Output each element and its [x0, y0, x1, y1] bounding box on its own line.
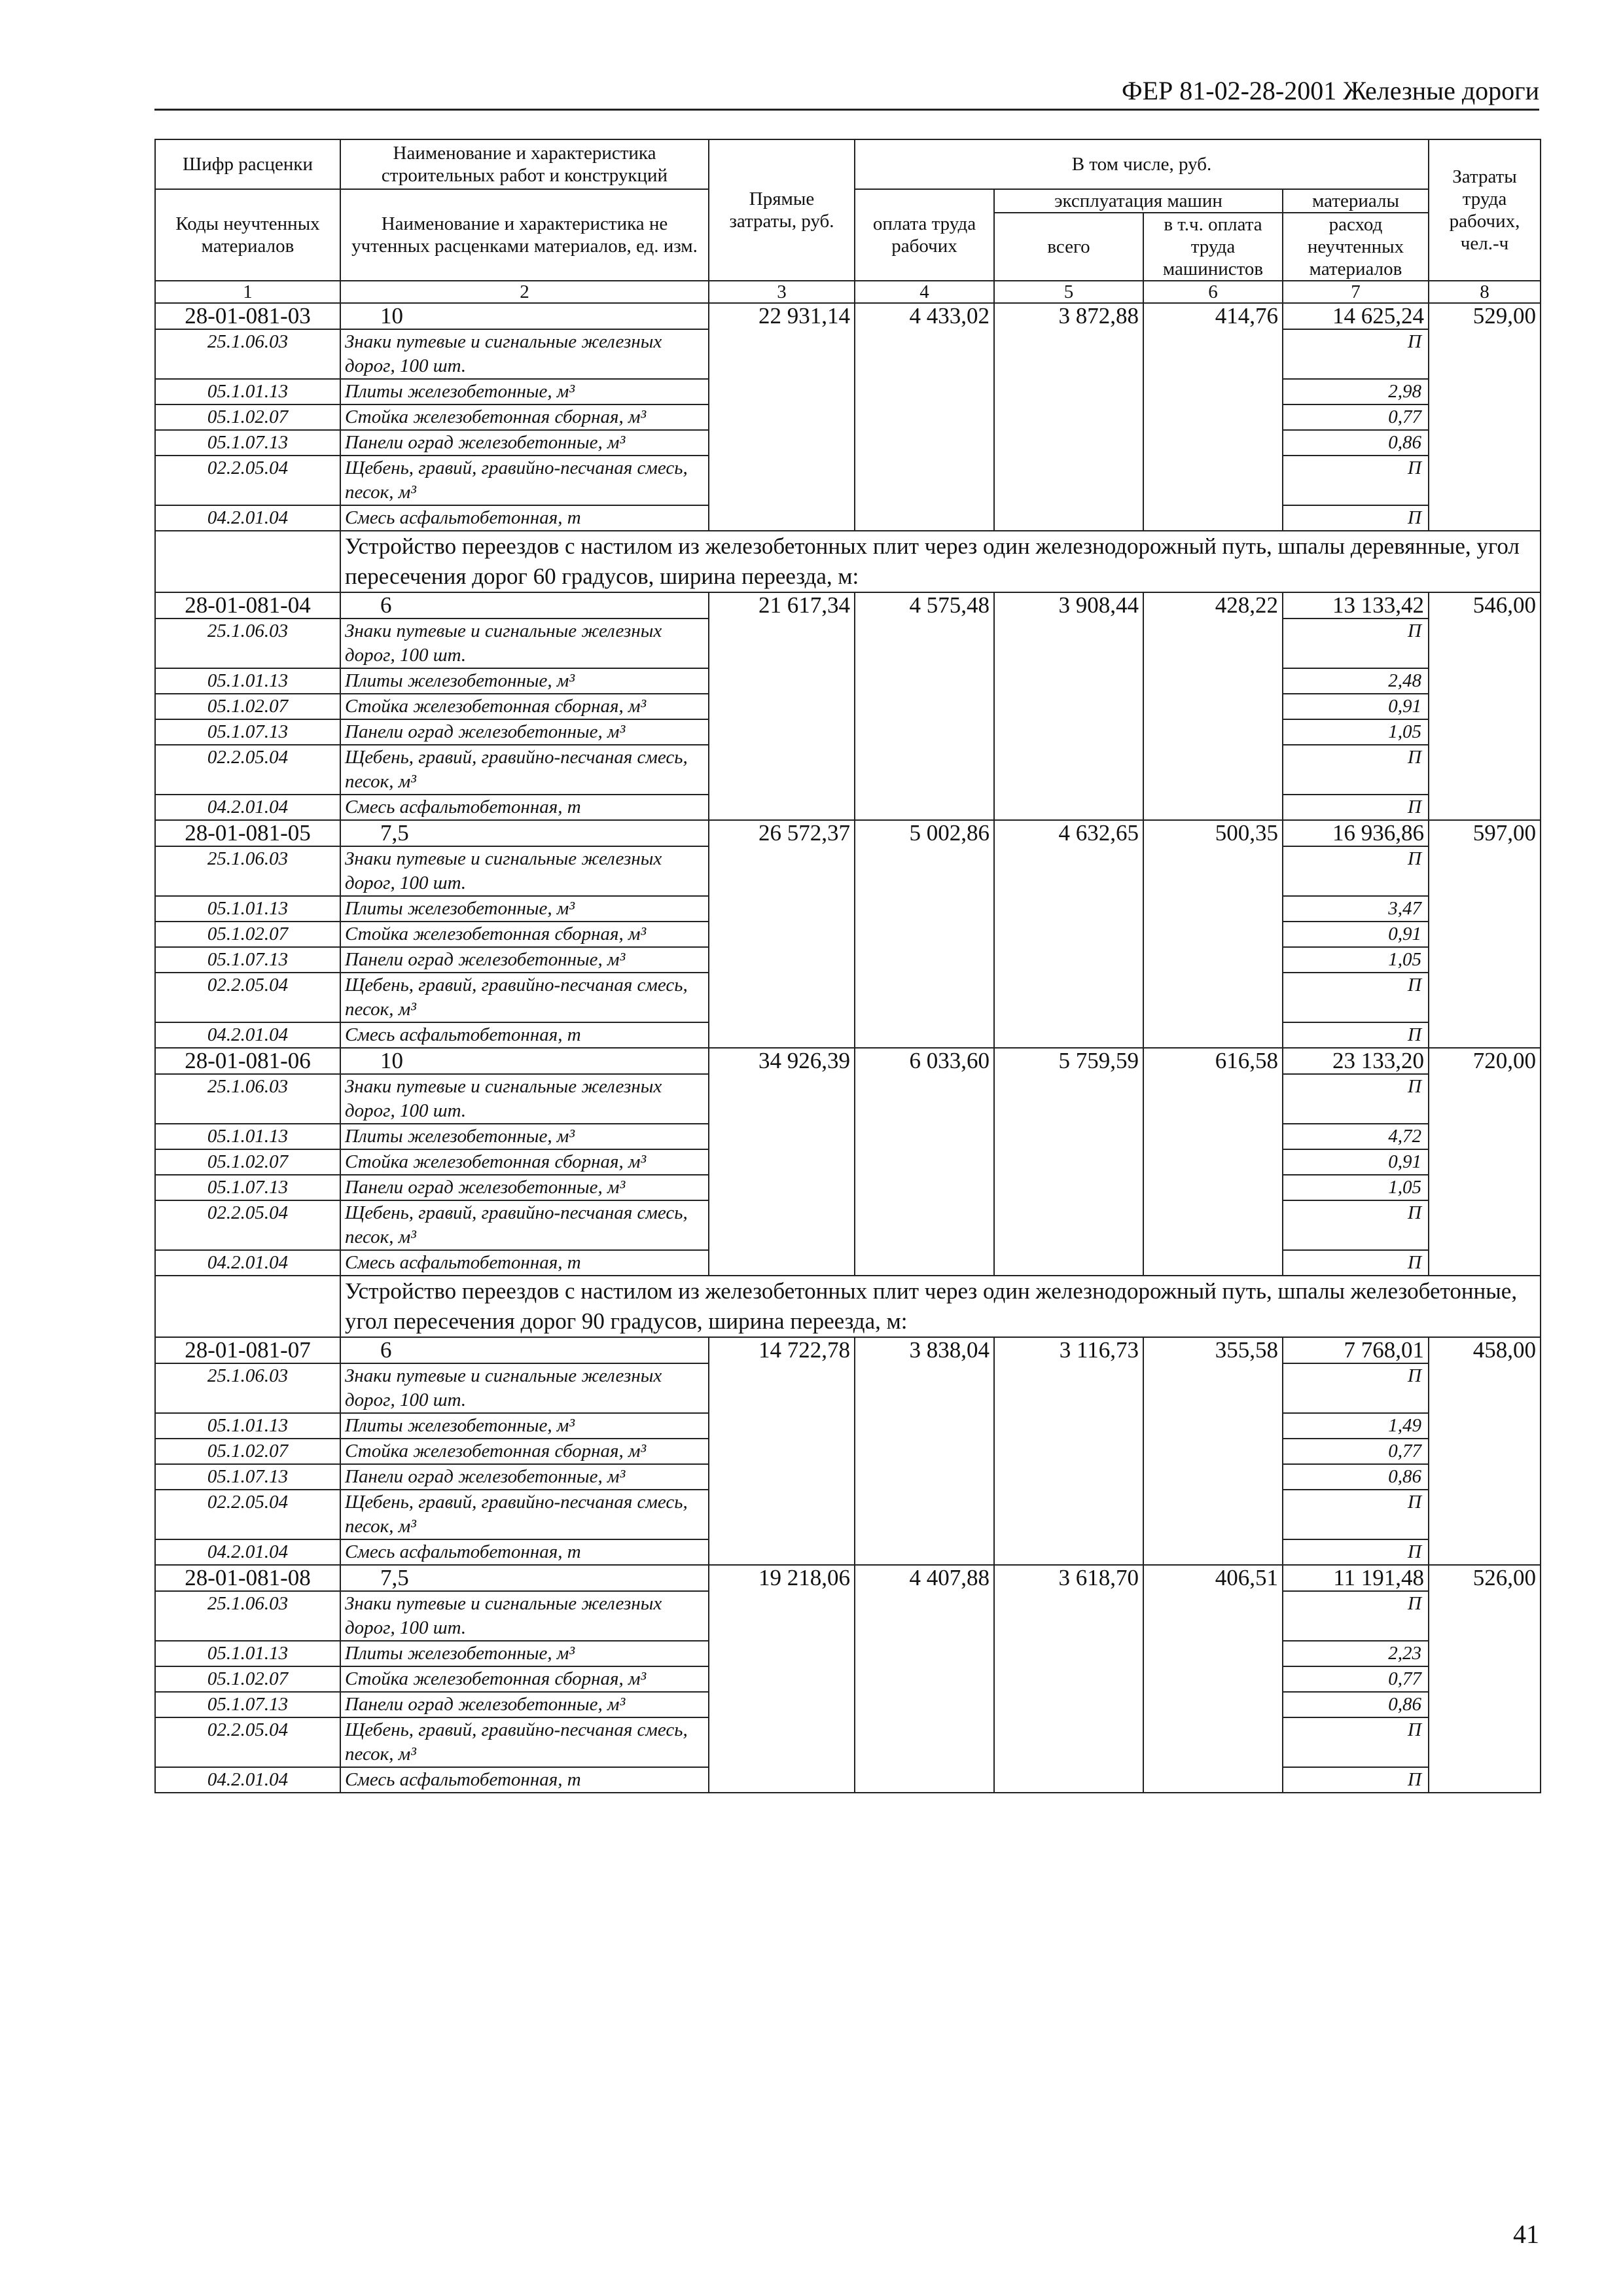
- rate-code: 28-01-081-07: [155, 1337, 340, 1363]
- material-consumption: 1,05: [1283, 947, 1429, 973]
- header-direct: Прямые затраты, руб.: [709, 139, 855, 281]
- material-consumption: 0,77: [1283, 1666, 1429, 1692]
- material-consumption: 0,77: [1283, 404, 1429, 430]
- material-name: Панели оград железобетонные, м³: [340, 947, 709, 973]
- material-name: Стойка железобетонная сборная, м³: [340, 1666, 709, 1692]
- material-code: 04.2.01.04: [155, 795, 340, 820]
- materials-cost: 16 936,86: [1283, 820, 1429, 846]
- material-consumption: 0,86: [1283, 430, 1429, 456]
- rate-unit: 10: [340, 1048, 709, 1074]
- rate-code: 28-01-081-06: [155, 1048, 340, 1074]
- wages-cost: 4 575,48: [855, 592, 994, 820]
- material-consumption: 4,72: [1283, 1124, 1429, 1149]
- materials-cost: 23 133,20: [1283, 1048, 1429, 1074]
- material-consumption: П: [1283, 505, 1429, 531]
- direct-cost: 22 931,14: [709, 303, 855, 531]
- rate-unit: 6: [340, 1337, 709, 1363]
- material-name: Стойка железобетонная сборная, м³: [340, 404, 709, 430]
- material-name: Стойка железобетонная сборная, м³: [340, 1149, 709, 1175]
- page-number: 41: [1513, 2219, 1539, 2249]
- material-name: Знаки путевые и сигнальные железных дорог, 100 шт.: [340, 846, 709, 896]
- rates-table: [154, 139, 1541, 1793]
- material-consumption: 0,91: [1283, 922, 1429, 947]
- material-consumption: П: [1283, 973, 1429, 1022]
- direct-cost: 34 926,39: [709, 1048, 855, 1276]
- material-name: Плиты железобетонные, м³: [340, 1124, 709, 1149]
- machines-total-cost: 3 872,88: [994, 303, 1143, 531]
- direct-cost: 21 617,34: [709, 592, 855, 820]
- material-code: 05.1.02.07: [155, 1439, 340, 1464]
- material-code: 05.1.01.13: [155, 1413, 340, 1439]
- material-consumption: 0,86: [1283, 1692, 1429, 1717]
- material-consumption: П: [1283, 1363, 1429, 1413]
- material-name: Смесь асфальтобетонная, т: [340, 1767, 709, 1793]
- material-name: Стойка железобетонная сборная, м³: [340, 694, 709, 719]
- material-code: 02.2.05.04: [155, 973, 340, 1022]
- material-name: Смесь асфальтобетонная, т: [340, 795, 709, 820]
- header-incl: В том числе, руб.: [855, 139, 1429, 189]
- column-number: 5: [994, 281, 1143, 303]
- document-title: ФЕР 81-02-28-2001 Железные дороги: [1121, 76, 1539, 105]
- material-name: Панели оград железобетонные, м³: [340, 430, 709, 456]
- header-code: Шифр расценки: [155, 139, 340, 189]
- section-spacer: [155, 1276, 340, 1337]
- material-consumption: 2,23: [1283, 1641, 1429, 1666]
- rate-unit: 7,5: [340, 820, 709, 846]
- section-title-row: [155, 531, 1541, 592]
- column-numbers-row: [155, 281, 1541, 303]
- section-title-row: [155, 1276, 1541, 1337]
- rate-unit: 7,5: [340, 1565, 709, 1591]
- material-code: 25.1.06.03: [155, 846, 340, 896]
- material-consumption: П: [1283, 1250, 1429, 1276]
- material-code: 05.1.01.13: [155, 896, 340, 922]
- material-code: 04.2.01.04: [155, 1767, 340, 1793]
- header-machines: эксплуатация машин: [994, 189, 1283, 213]
- material-consumption: П: [1283, 795, 1429, 820]
- material-code: 04.2.01.04: [155, 1022, 340, 1048]
- material-name: Щебень, гравий, гравийно-песчаная смесь, песок, м³: [340, 745, 709, 795]
- material-consumption: 0,86: [1283, 1464, 1429, 1490]
- machines-wages-cost: 406,51: [1143, 1565, 1283, 1793]
- header-name-materials: Наименование и характеристика не учтенных расценками материалов, ед. изм.: [340, 189, 709, 281]
- material-consumption: 3,47: [1283, 896, 1429, 922]
- column-number: 8: [1429, 281, 1541, 303]
- wages-cost: 6 033,60: [855, 1048, 994, 1276]
- material-code: 25.1.06.03: [155, 1363, 340, 1413]
- labor-cost: 720,00: [1429, 1048, 1541, 1276]
- wages-cost: 5 002,86: [855, 820, 994, 1048]
- material-name: Смесь асфальтобетонная, т: [340, 505, 709, 531]
- rate-code: 28-01-081-04: [155, 592, 340, 619]
- material-code: 04.2.01.04: [155, 1539, 340, 1565]
- material-code: 02.2.05.04: [155, 1717, 340, 1767]
- material-name: Плиты железобетонные, м³: [340, 668, 709, 694]
- material-code: 02.2.05.04: [155, 745, 340, 795]
- material-name: Щебень, гравий, гравийно-песчаная смесь, песок, м³: [340, 456, 709, 505]
- material-name: Плиты железобетонные, м³: [340, 379, 709, 404]
- header-materials-consumption: расход неучтенных материалов: [1283, 213, 1429, 281]
- wages-cost: 3 838,04: [855, 1337, 994, 1565]
- labor-cost: 546,00: [1429, 592, 1541, 820]
- material-code: 25.1.06.03: [155, 619, 340, 668]
- material-name: Смесь асфальтобетонная, т: [340, 1250, 709, 1276]
- material-consumption: П: [1283, 1490, 1429, 1539]
- material-name: Панели оград железобетонные, м³: [340, 1175, 709, 1200]
- material-code: 05.1.07.13: [155, 1692, 340, 1717]
- material-code: 04.2.01.04: [155, 505, 340, 531]
- rate-row: [155, 1337, 1541, 1363]
- material-code: 05.1.07.13: [155, 1175, 340, 1200]
- header-codes-materials: Коды неучтенных материалов: [155, 189, 340, 281]
- material-name: Плиты железобетонные, м³: [340, 1641, 709, 1666]
- material-code: 05.1.01.13: [155, 668, 340, 694]
- material-code: 05.1.02.07: [155, 1666, 340, 1692]
- materials-cost: 13 133,42: [1283, 592, 1429, 619]
- direct-cost: 26 572,37: [709, 820, 855, 1048]
- direct-cost: 19 218,06: [709, 1565, 855, 1793]
- material-consumption: П: [1283, 1074, 1429, 1124]
- rate-code: 28-01-081-05: [155, 820, 340, 846]
- machines-total-cost: 5 759,59: [994, 1048, 1143, 1276]
- material-code: 05.1.02.07: [155, 404, 340, 430]
- material-code: 25.1.06.03: [155, 1074, 340, 1124]
- rate-row: [155, 820, 1541, 846]
- table-body: [155, 303, 1541, 1793]
- materials-cost: 14 625,24: [1283, 303, 1429, 329]
- material-name: Плиты железобетонные, м³: [340, 896, 709, 922]
- material-code: 05.1.02.07: [155, 1149, 340, 1175]
- material-consumption: 2,48: [1283, 668, 1429, 694]
- material-name: Щебень, гравий, гравийно-песчаная смесь, песок, м³: [340, 1490, 709, 1539]
- labor-cost: 526,00: [1429, 1565, 1541, 1793]
- machines-wages-cost: 414,76: [1143, 303, 1283, 531]
- machines-wages-cost: 428,22: [1143, 592, 1283, 820]
- material-name: Знаки путевые и сигнальные железных дорог, 100 шт.: [340, 329, 709, 379]
- material-code: 25.1.06.03: [155, 329, 340, 379]
- machines-total-cost: 4 632,65: [994, 820, 1143, 1048]
- labor-cost: 458,00: [1429, 1337, 1541, 1565]
- machines-wages-cost: 355,58: [1143, 1337, 1283, 1565]
- column-number: 4: [855, 281, 994, 303]
- material-name: Плиты железобетонные, м³: [340, 1413, 709, 1439]
- material-name: Знаки путевые и сигнальные железных дорог, 100 шт.: [340, 619, 709, 668]
- materials-cost: 7 768,01: [1283, 1337, 1429, 1363]
- column-number: 2: [340, 281, 709, 303]
- machines-total-cost: 3 116,73: [994, 1337, 1143, 1565]
- machines-wages-cost: 616,58: [1143, 1048, 1283, 1276]
- header-materials: материалы: [1283, 189, 1429, 213]
- material-code: 05.1.01.13: [155, 1641, 340, 1666]
- material-consumption: П: [1283, 619, 1429, 668]
- header-wages: оплата труда рабочих: [855, 189, 994, 281]
- rate-row: [155, 303, 1541, 329]
- material-code: 02.2.05.04: [155, 1200, 340, 1250]
- material-code: 02.2.05.04: [155, 456, 340, 505]
- header-machines-total: всего: [994, 213, 1143, 281]
- material-name: Панели оград железобетонные, м³: [340, 719, 709, 745]
- material-consumption: П: [1283, 745, 1429, 795]
- column-number: 3: [709, 281, 855, 303]
- material-code: 05.1.07.13: [155, 719, 340, 745]
- labor-cost: 597,00: [1429, 820, 1541, 1048]
- column-number: 7: [1283, 281, 1429, 303]
- material-consumption: 2,98: [1283, 379, 1429, 404]
- material-consumption: 1,49: [1283, 1413, 1429, 1439]
- section-title: Устройство переездов с настилом из железобетонных плит через один железнодорожный путь, шпалы деревянные, угол пересечения дорог 60 градусов, ширина переезда, м:: [340, 531, 1541, 592]
- material-name: Панели оград железобетонные, м³: [340, 1692, 709, 1717]
- wages-cost: 4 433,02: [855, 303, 994, 531]
- rate-row: [155, 1565, 1541, 1591]
- material-name: Стойка железобетонная сборная, м³: [340, 1439, 709, 1464]
- material-consumption: П: [1283, 456, 1429, 505]
- page-header: [154, 73, 1539, 111]
- material-consumption: 1,05: [1283, 1175, 1429, 1200]
- section-spacer: [155, 531, 340, 592]
- material-name: Знаки путевые и сигнальные железных дорог, 100 шт.: [340, 1363, 709, 1413]
- direct-cost: 14 722,78: [709, 1337, 855, 1565]
- rate-row: [155, 1048, 1541, 1074]
- material-consumption: П: [1283, 1591, 1429, 1641]
- header-labor: Затраты труда рабочих, чел.-ч: [1429, 139, 1541, 281]
- material-code: 02.2.05.04: [155, 1490, 340, 1539]
- material-name: Щебень, гравий, гравийно-песчаная смесь, песок, м³: [340, 1200, 709, 1250]
- rate-code: 28-01-081-03: [155, 303, 340, 329]
- material-name: Щебень, гравий, гравийно-песчаная смесь, песок, м³: [340, 973, 709, 1022]
- material-consumption: П: [1283, 1717, 1429, 1767]
- material-consumption: П: [1283, 846, 1429, 896]
- machines-wages-cost: 500,35: [1143, 820, 1283, 1048]
- material-code: 04.2.01.04: [155, 1250, 340, 1276]
- rate-unit: 10: [340, 303, 709, 329]
- material-consumption: П: [1283, 1200, 1429, 1250]
- material-name: Знаки путевые и сигнальные железных дорог, 100 шт.: [340, 1074, 709, 1124]
- material-code: 05.1.07.13: [155, 1464, 340, 1490]
- material-code: 05.1.01.13: [155, 379, 340, 404]
- material-code: 05.1.07.13: [155, 947, 340, 973]
- material-code: 25.1.06.03: [155, 1591, 340, 1641]
- header-name: Наименование и характеристика строительных работ и конструкций: [340, 139, 709, 189]
- material-code: 05.1.02.07: [155, 922, 340, 947]
- labor-cost: 529,00: [1429, 303, 1541, 531]
- section-title: Устройство переездов с настилом из железобетонных плит через один железнодорожный путь, шпалы железобетонные, угол пересечения дорог 90 градусов, ширина переезда, м:: [340, 1276, 1541, 1337]
- machines-total-cost: 3 618,70: [994, 1565, 1143, 1793]
- material-consumption: П: [1283, 329, 1429, 379]
- material-name: Знаки путевые и сигнальные железных дорог, 100 шт.: [340, 1591, 709, 1641]
- material-consumption: П: [1283, 1767, 1429, 1793]
- material-consumption: 0,77: [1283, 1439, 1429, 1464]
- material-name: Смесь асфальтобетонная, т: [340, 1022, 709, 1048]
- material-consumption: П: [1283, 1022, 1429, 1048]
- machines-total-cost: 3 908,44: [994, 592, 1143, 820]
- material-name: Щебень, гравий, гравийно-песчаная смесь, песок, м³: [340, 1717, 709, 1767]
- material-name: Стойка железобетонная сборная, м³: [340, 922, 709, 947]
- material-code: 05.1.02.07: [155, 694, 340, 719]
- material-consumption: 0,91: [1283, 1149, 1429, 1175]
- header-machines-wages: в т.ч. оплата труда машинистов: [1143, 213, 1283, 281]
- wages-cost: 4 407,88: [855, 1565, 994, 1793]
- rate-code: 28-01-081-08: [155, 1565, 340, 1591]
- rate-unit: 6: [340, 592, 709, 619]
- material-code: 05.1.07.13: [155, 430, 340, 456]
- materials-cost: 11 191,48: [1283, 1565, 1429, 1591]
- material-name: Панели оград железобетонные, м³: [340, 1464, 709, 1490]
- column-number: 1: [155, 281, 340, 303]
- material-name: Смесь асфальтобетонная, т: [340, 1539, 709, 1565]
- rates-table-wrapper: [154, 139, 1540, 1793]
- material-code: 05.1.01.13: [155, 1124, 340, 1149]
- column-number: 6: [1143, 281, 1283, 303]
- rate-row: [155, 592, 1541, 619]
- material-consumption: 1,05: [1283, 719, 1429, 745]
- table-header: [155, 139, 1541, 303]
- material-consumption: П: [1283, 1539, 1429, 1565]
- material-consumption: 0,91: [1283, 694, 1429, 719]
